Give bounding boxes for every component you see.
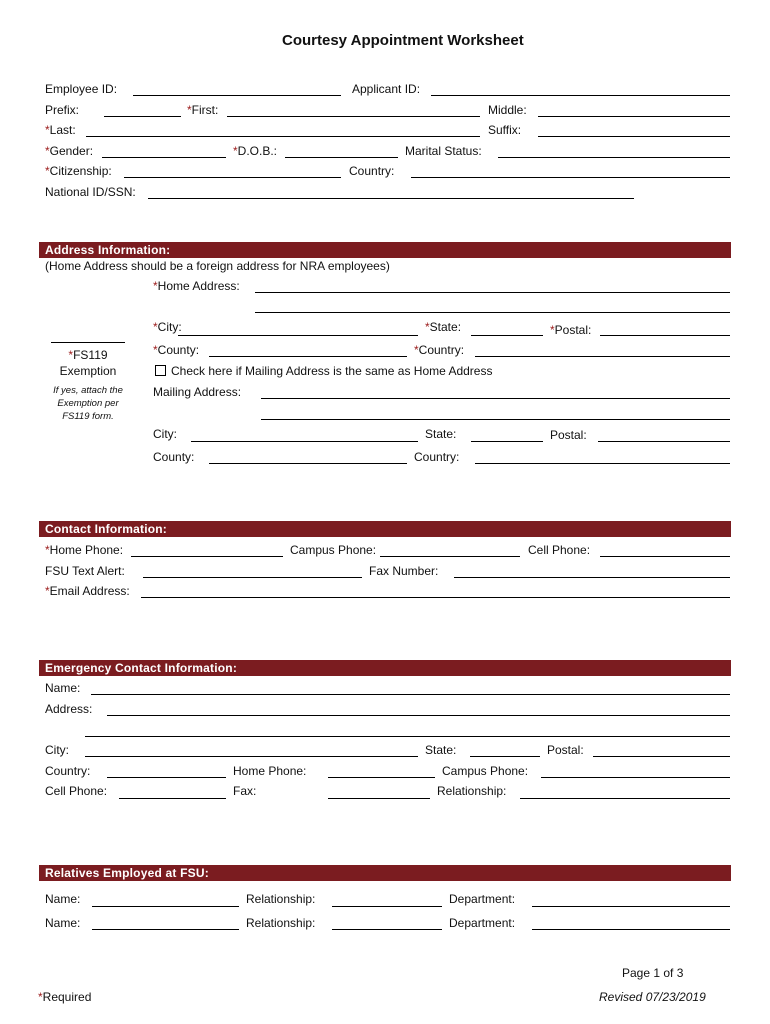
emergency-postal-field[interactable]: [593, 756, 730, 757]
state-field[interactable]: [471, 335, 543, 336]
emergency-country-label: Country:: [45, 764, 91, 778]
middle-label: Middle:: [488, 103, 527, 117]
first-label-text: First:: [191, 103, 219, 117]
emergency-home-phone-field[interactable]: [328, 777, 435, 778]
emergency-postal-label: Postal:: [547, 743, 584, 757]
fs119-note: If yes, attach the Exemption per FS119 form.: [53, 385, 123, 422]
relative-1-department-field[interactable]: [532, 906, 730, 907]
city-field[interactable]: [178, 335, 418, 336]
required-mark: *: [414, 343, 419, 357]
emergency-name-field[interactable]: [91, 694, 730, 695]
relative-1-name-label: Name:: [45, 892, 81, 906]
dob-field[interactable]: [285, 157, 398, 158]
applicant-id-label: Applicant ID:: [352, 82, 421, 96]
applicant-id-field[interactable]: [431, 95, 730, 96]
middle-name-field[interactable]: [538, 116, 730, 117]
last-label-text: Last:: [49, 123, 76, 137]
mailing-county-field[interactable]: [209, 463, 407, 464]
last-label: [45, 123, 76, 137]
emergency-fax-label: Fax:: [233, 784, 257, 798]
mailing-postal-label: Postal:: [550, 428, 587, 442]
country-label: Country:: [349, 164, 395, 178]
address-country-label-text: Country:: [418, 343, 465, 357]
emergency-city-field[interactable]: [85, 756, 418, 757]
emergency-home-phone-label: Home Phone:: [233, 764, 307, 778]
required-mark: *: [550, 323, 555, 337]
city-label: [153, 320, 182, 334]
relative-1-name-field[interactable]: [92, 906, 239, 907]
mailing-state-label: State:: [425, 427, 457, 441]
campus-phone-field[interactable]: [380, 556, 520, 557]
required-mark: *: [45, 123, 50, 137]
text-alert-field[interactable]: [143, 577, 362, 578]
relative-2-name-field[interactable]: [92, 929, 239, 930]
required-mark: *: [425, 320, 430, 334]
city-label-text: City:: [157, 320, 182, 334]
home-phone-label: [45, 543, 123, 557]
required-mark: *: [187, 103, 192, 117]
emergency-address-line1-field[interactable]: [107, 715, 730, 716]
state-label-text: State:: [429, 320, 462, 334]
county-field[interactable]: [209, 356, 407, 357]
home-phone-label-text: Home Phone:: [49, 543, 124, 557]
relatives-section-header: Relatives Employed at FSU:: [39, 865, 731, 881]
mailing-address-line2-field[interactable]: [261, 419, 730, 420]
emergency-cell-phone-field[interactable]: [119, 798, 226, 799]
county-label-text: County:: [157, 343, 200, 357]
home-address-line1-field[interactable]: [255, 292, 730, 293]
national-id-label: National ID/SSN:: [45, 185, 136, 199]
prefix-label: Prefix:: [45, 103, 80, 117]
email-label-text: Email Address:: [49, 584, 130, 598]
home-address-label-text: Home Address:: [157, 279, 240, 293]
mailing-country-field[interactable]: [475, 463, 730, 464]
address-note: (Home Address should be a foreign address for NRA employees): [45, 259, 390, 273]
mailing-city-label: City:: [153, 427, 177, 441]
required-mark: *: [233, 144, 238, 158]
postal-field[interactable]: [600, 335, 730, 336]
cell-phone-field[interactable]: [600, 556, 730, 557]
address-country-field[interactable]: [475, 356, 730, 357]
relative-1-department-label: Department:: [449, 892, 516, 906]
mailing-country-label: Country:: [414, 450, 460, 464]
required-mark: *: [45, 584, 50, 598]
suffix-label: Suffix:: [488, 123, 522, 137]
mailing-state-field[interactable]: [471, 441, 543, 442]
county-label: [153, 343, 199, 357]
same-address-checkbox[interactable]: [155, 365, 166, 376]
emergency-section-header: Emergency Contact Information:: [39, 660, 731, 676]
emergency-cell-phone-label: Cell Phone:: [45, 784, 108, 798]
dob-label-text: D.O.B.:: [237, 144, 278, 158]
contact-section-header: Contact Information:: [39, 521, 731, 537]
emergency-fax-field[interactable]: [328, 798, 430, 799]
required-mark: *: [153, 279, 158, 293]
gender-label: [45, 144, 93, 158]
emergency-name-label: Name:: [45, 681, 81, 695]
revised-date: Revised 07/23/2019: [599, 990, 706, 1004]
email-field[interactable]: [141, 597, 730, 598]
mailing-city-field[interactable]: [191, 441, 418, 442]
first-name-field[interactable]: [227, 116, 480, 117]
text-alert-label: FSU Text Alert:: [45, 564, 125, 578]
email-label: [45, 584, 130, 598]
last-name-field[interactable]: [86, 136, 480, 137]
mailing-address-label: Mailing Address:: [153, 385, 242, 399]
citizenship-label: [45, 164, 112, 178]
country-field[interactable]: [411, 177, 730, 178]
emergency-city-label: City:: [45, 743, 69, 757]
emergency-address-line2-field[interactable]: [85, 736, 730, 737]
gender-label-text: Gender:: [49, 144, 94, 158]
relative-1-relationship-label: Relationship:: [246, 892, 316, 906]
same-address-label: Check here if Mailing Address is the same as Home Address: [171, 364, 493, 378]
fs119-title-text: FS119: [73, 348, 108, 362]
relative-2-department-field[interactable]: [532, 929, 730, 930]
fax-number-label: Fax Number:: [369, 564, 439, 578]
first-label: [187, 103, 218, 117]
relative-2-name-label: Name:: [45, 916, 81, 930]
emergency-campus-phone-field[interactable]: [541, 777, 730, 778]
required-mark: *: [45, 144, 50, 158]
suffix-field[interactable]: [538, 136, 730, 137]
relative-2-relationship-label: Relationship:: [246, 916, 316, 930]
mailing-postal-field[interactable]: [598, 441, 730, 442]
prefix-field[interactable]: [104, 116, 181, 117]
fs119-subtitle: Exemption: [59, 364, 117, 378]
emergency-address-label: Address:: [45, 702, 93, 716]
required-mark: *: [68, 348, 74, 362]
employee-id-label: Employee ID:: [45, 82, 118, 96]
home-phone-field[interactable]: [131, 556, 283, 557]
fs119-checkbox-line[interactable]: [51, 342, 125, 343]
emergency-country-field[interactable]: [107, 777, 226, 778]
fax-number-field[interactable]: [454, 577, 730, 578]
marital-status-field[interactable]: [498, 157, 730, 158]
postal-label-text: Postal:: [554, 323, 592, 337]
dob-label: [233, 144, 277, 158]
marital-status-label: Marital Status:: [405, 144, 482, 158]
required-mark: *: [45, 164, 50, 178]
employee-id-field[interactable]: [133, 95, 341, 96]
required-mark: *: [153, 320, 158, 334]
required-legend-text: Required: [42, 990, 92, 1004]
address-country-label: [414, 343, 464, 357]
required-legend: [38, 990, 91, 1004]
campus-phone-label: Campus Phone:: [290, 543, 377, 557]
required-mark: *: [45, 543, 50, 557]
national-id-field[interactable]: [148, 198, 634, 199]
emergency-state-field[interactable]: [470, 756, 540, 757]
emergency-state-label: State:: [425, 743, 457, 757]
citizenship-label-text: Citizenship:: [49, 164, 112, 178]
fs119-title: [51, 348, 125, 362]
relative-2-department-label: Department:: [449, 916, 516, 930]
citizenship-field[interactable]: [124, 177, 341, 178]
state-label: [425, 320, 461, 334]
emergency-relationship-label: Relationship:: [437, 784, 507, 798]
required-mark: *: [38, 990, 43, 1004]
home-address-line2-field[interactable]: [255, 312, 730, 313]
address-section-header: Address Information:: [39, 242, 731, 258]
required-mark: *: [153, 343, 158, 357]
postal-label: [550, 323, 591, 337]
page-number: Page 1 of 3: [622, 966, 684, 980]
emergency-campus-phone-label: Campus Phone:: [442, 764, 529, 778]
mailing-county-label: County:: [153, 450, 195, 464]
mailing-address-line1-field[interactable]: [261, 398, 730, 399]
relative-2-relationship-field[interactable]: [332, 929, 442, 930]
gender-field[interactable]: [102, 157, 226, 158]
relative-1-relationship-field[interactable]: [332, 906, 442, 907]
emergency-relationship-field[interactable]: [520, 798, 730, 799]
home-address-label: [153, 279, 240, 293]
page-title: Courtesy Appointment Worksheet: [282, 32, 524, 49]
cell-phone-label: Cell Phone:: [528, 543, 591, 557]
